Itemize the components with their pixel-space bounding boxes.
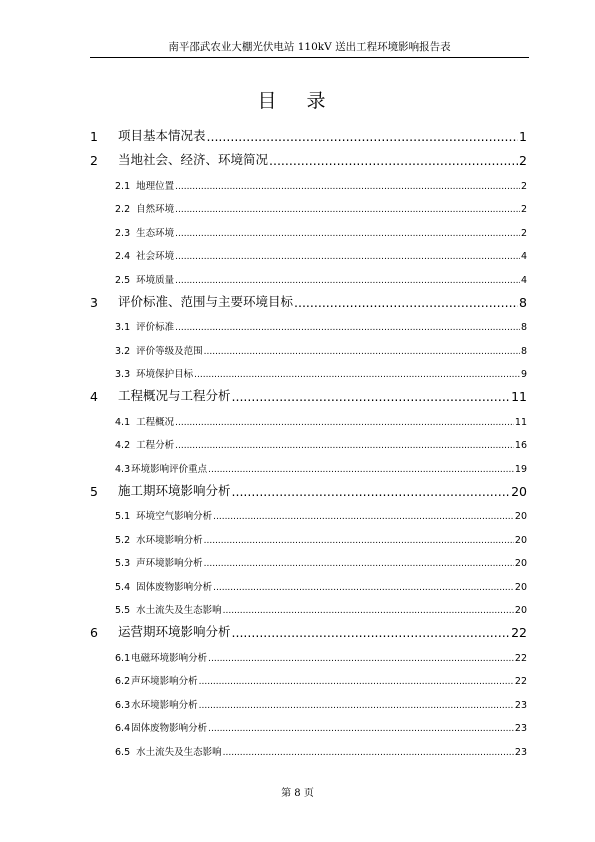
toc-entry[interactable] <box>90 734 527 758</box>
toc-leader-dots <box>204 559 514 569</box>
toc-entry-number: 5.5 <box>115 605 131 616</box>
toc-entry[interactable] <box>90 522 527 546</box>
toc-entry-number: 6.1 <box>115 652 131 664</box>
toc-entry-title: 地理位置 <box>136 180 175 192</box>
toc-leader-dots <box>208 724 514 734</box>
toc-entry-title: 工程分析 <box>136 440 175 451</box>
toc-entry[interactable] <box>90 168 527 192</box>
toc-entry[interactable] <box>90 711 527 735</box>
toc-entry-title: 评价等级及范围 <box>136 345 203 357</box>
toc-entry[interactable] <box>90 475 527 499</box>
toc-leader-dots <box>232 484 511 499</box>
toc-entry-title: 环境质量 <box>136 274 175 286</box>
toc-entry-page: 8 <box>519 294 527 310</box>
toc-entry-page: 20 <box>514 581 527 593</box>
toc-entry-page: 22 <box>514 676 527 687</box>
toc-entry-number: 6.2 <box>115 676 131 687</box>
toc-entry-page: 22 <box>511 625 527 640</box>
toc-leader-dots <box>175 323 520 333</box>
toc-entry-title: 工程概况 <box>136 416 175 428</box>
toc-entry-title: 声环境影响分析 <box>136 558 203 569</box>
toc-entry-title: 声环境影响分析 <box>131 676 198 687</box>
toc-entry[interactable] <box>90 499 527 523</box>
toc-leader-dots <box>175 205 520 215</box>
toc-entry-title: 运营期环境影响分析 <box>118 624 231 639</box>
toc-entry-page: 20 <box>514 605 527 616</box>
toc-leader-dots <box>213 512 514 522</box>
toc-entry[interactable] <box>90 120 527 144</box>
toc-entry[interactable] <box>90 593 527 617</box>
running-header: 南平邵武农业大棚光伏电站 110kV 送出工程环境影响报告表 <box>168 41 451 53</box>
toc-entry[interactable] <box>90 310 527 334</box>
toc-entry-page: 19 <box>514 463 527 475</box>
toc-leader-dots <box>175 441 514 451</box>
toc-entry[interactable] <box>90 262 527 286</box>
toc-entry-page: 20 <box>514 511 527 522</box>
toc-entry-number: 4 <box>90 389 98 404</box>
toc-entry-title: 水环境影响分析 <box>136 534 203 546</box>
toc-entry[interactable] <box>90 569 527 593</box>
toc-entry[interactable] <box>90 215 527 239</box>
toc-entry[interactable] <box>90 687 527 711</box>
toc-leader-dots <box>269 153 518 168</box>
toc-entry[interactable] <box>90 546 527 570</box>
toc-leader-dots <box>194 370 520 380</box>
toc-entry-title: 施工期环境影响分析 <box>118 482 231 498</box>
toc-entry-title: 评价标准 <box>136 322 175 333</box>
toc-entry-page: 23 <box>514 699 527 711</box>
toc-entry-title: 固体废物影响分析 <box>131 723 208 734</box>
toc-entry[interactable] <box>90 144 527 168</box>
toc-leader-dots <box>204 536 514 546</box>
toc-entry-title: 环境保护目标 <box>136 369 194 380</box>
toc-leader-dots <box>204 347 520 357</box>
toc-leader-dots <box>199 677 514 687</box>
table-of-contents <box>90 120 527 758</box>
toc-entry[interactable] <box>90 380 527 404</box>
toc-entry[interactable] <box>90 192 527 216</box>
toc-entry-page: 11 <box>514 416 527 428</box>
toc-entry-number: 2.1 <box>115 180 131 192</box>
toc-entry-title: 固体废物影响分析 <box>136 581 213 593</box>
toc-entry-title: 生态环境 <box>136 227 175 239</box>
toc-entry-number: 5.3 <box>115 558 131 569</box>
toc-entry-page: 9 <box>520 369 527 380</box>
toc-entry-number: 4.1 <box>115 416 131 428</box>
toc-entry-page: 4 <box>520 274 527 286</box>
toc-entry-page: 2 <box>520 180 527 192</box>
toc-entry-page: 23 <box>514 746 527 758</box>
toc-entry-title: 电磁环境影响分析 <box>131 652 208 664</box>
toc-entry-title: 项目基本情况表 <box>118 128 206 143</box>
toc-entry[interactable] <box>90 239 527 263</box>
toc-entry-title: 环境空气影响分析 <box>136 511 213 522</box>
toc-entry-number: 2.4 <box>115 251 131 262</box>
toc-leader-dots <box>294 295 518 310</box>
toc-entry-number: 3.2 <box>115 345 131 357</box>
toc-entry-number: 4.3 <box>115 463 131 475</box>
toc-entry-title: 水土流失及生态影响 <box>136 605 222 616</box>
toc-entry[interactable] <box>90 451 527 475</box>
toc-entry-number: 4.2 <box>115 440 131 451</box>
toc-entry-page: 2 <box>519 153 527 168</box>
toc-leader-dots <box>207 129 519 144</box>
toc-entry[interactable] <box>90 428 527 452</box>
toc-entry[interactable] <box>90 616 527 640</box>
toc-entry-number: 1 <box>90 129 98 144</box>
toc-leader-dots <box>175 229 520 239</box>
toc-leader-dots <box>223 606 514 616</box>
toc-entry-number: 6 <box>90 625 98 640</box>
toc-leader-dots <box>213 583 514 593</box>
toc-leader-dots <box>208 465 514 475</box>
toc-entry[interactable] <box>90 357 527 381</box>
toc-leader-dots <box>232 389 511 404</box>
toc-entry-number: 2.3 <box>115 227 131 239</box>
toc-entry-number: 5 <box>90 483 98 499</box>
toc-entry-title: 工程概况与工程分析 <box>118 388 231 403</box>
toc-entry-number: 2.2 <box>115 204 131 215</box>
toc-entry-title: 当地社会、经济、环境简况 <box>118 152 269 167</box>
toc-entry-page: 22 <box>514 652 527 664</box>
toc-entry-number: 2.5 <box>115 274 131 286</box>
toc-entry[interactable] <box>90 664 527 688</box>
toc-entry-page: 2 <box>520 204 527 215</box>
toc-entry-number: 6.3 <box>115 699 131 711</box>
toc-entry[interactable] <box>90 333 527 357</box>
page-number: 第 8 页 <box>281 788 314 799</box>
toc-leader-dots <box>223 748 514 758</box>
toc-entry[interactable] <box>90 404 527 428</box>
toc-entry[interactable] <box>90 286 527 310</box>
toc-title: 目 录 <box>257 90 338 112</box>
toc-entry-number: 5.2 <box>115 534 131 546</box>
toc-entry-page: 4 <box>520 251 527 262</box>
toc-leader-dots <box>208 654 514 664</box>
toc-entry-page: 11 <box>511 389 527 404</box>
toc-entry-title: 社会环境 <box>136 251 175 262</box>
toc-leader-dots <box>232 625 511 640</box>
toc-entry-title: 水土流失及生态影响 <box>136 746 222 758</box>
header-rule <box>90 57 529 58</box>
toc-entry-number: 5.4 <box>115 581 131 593</box>
toc-leader-dots <box>175 182 520 192</box>
toc-entry-title: 评价标准、范围与主要环境目标 <box>118 293 294 309</box>
toc-entry-number: 3.3 <box>115 369 131 380</box>
toc-entry-page: 20 <box>511 483 527 499</box>
toc-entry-page: 2 <box>520 227 527 239</box>
toc-entry[interactable] <box>90 640 527 664</box>
toc-entry-page: 8 <box>520 322 527 333</box>
toc-entry-title: 自然环境 <box>136 204 175 215</box>
toc-entry-number: 5.1 <box>115 511 131 522</box>
toc-entry-number: 2 <box>90 153 98 168</box>
toc-entry-number: 6.4 <box>115 723 131 734</box>
toc-entry-page: 20 <box>514 534 527 546</box>
toc-entry-page: 1 <box>519 129 527 144</box>
toc-entry-number: 3.1 <box>115 322 131 333</box>
toc-leader-dots <box>199 701 514 711</box>
toc-leader-dots <box>175 276 520 286</box>
toc-leader-dots <box>175 418 514 428</box>
toc-entry-page: 16 <box>514 440 527 451</box>
toc-entry-number: 3 <box>90 294 98 310</box>
toc-entry-title: 环境影响评价重点 <box>131 463 208 475</box>
toc-leader-dots <box>175 252 520 262</box>
toc-entry-title: 水环境影响分析 <box>131 699 198 711</box>
toc-entry-page: 20 <box>514 558 527 569</box>
toc-entry-page: 23 <box>514 723 527 734</box>
toc-entry-page: 8 <box>520 345 527 357</box>
toc-entry-number: 6.5 <box>115 746 131 758</box>
